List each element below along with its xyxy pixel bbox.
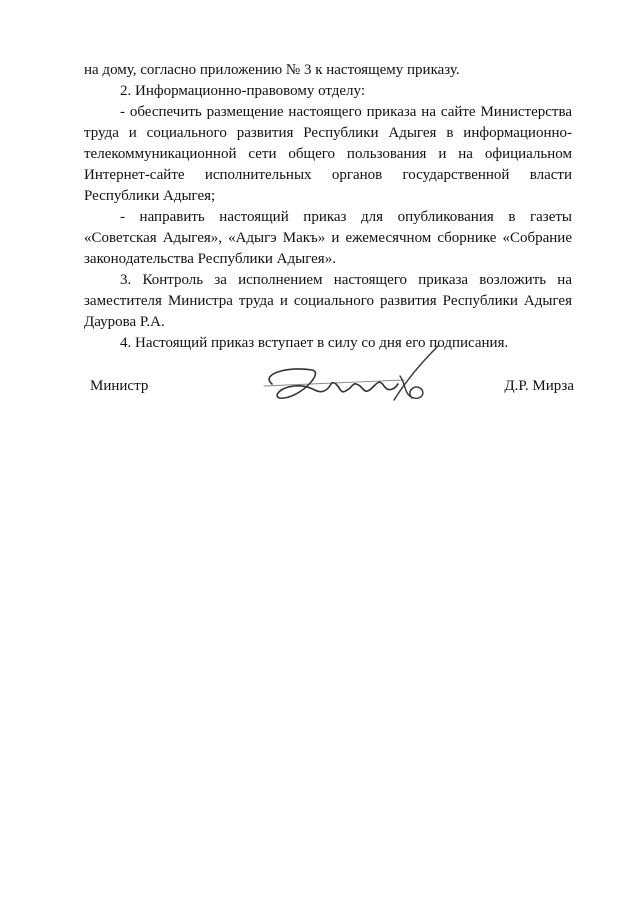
paragraph-item-3: 3. Контроль за исполнением настоящего приказа возложить на заместителя Министра труда и социального развития Республики Адыгея Даурова Р.А. — [84, 272, 572, 330]
signatory-title: Министр — [90, 378, 149, 394]
paragraph-continuation: на дому, согласно приложению № 3 к настоящему приказу. — [84, 62, 460, 78]
signatory-name: Д.Р. Мирза — [504, 378, 574, 394]
signature-block — [84, 340, 574, 420]
handwritten-signature — [254, 340, 444, 420]
paragraph-item-4: 4. Настоящий приказ вступает в силу со дня его подписания. — [120, 335, 509, 351]
paragraph-item-2-bullet-1: - обеспечить размещение настоящего приказа на сайте Министерства труда и социального развития Республики Адыгея в информационно-телекоммуникационной сети общего пользования и на официальном Интернет-сайте исполнительных органов государственной власти Республики Адыгея; — [84, 104, 572, 204]
paragraph-item-2-bullet-2: - направить настоящий приказ для опубликования в газеты «Советская Адыгея», «Адыгэ Макъ» и ежемесячном сборнике «Собрание законодательства Республики Адыгея». — [84, 209, 572, 267]
paragraph-item-2: 2. Информационно-правовому отделу: — [120, 83, 366, 99]
document-body — [84, 60, 572, 354]
